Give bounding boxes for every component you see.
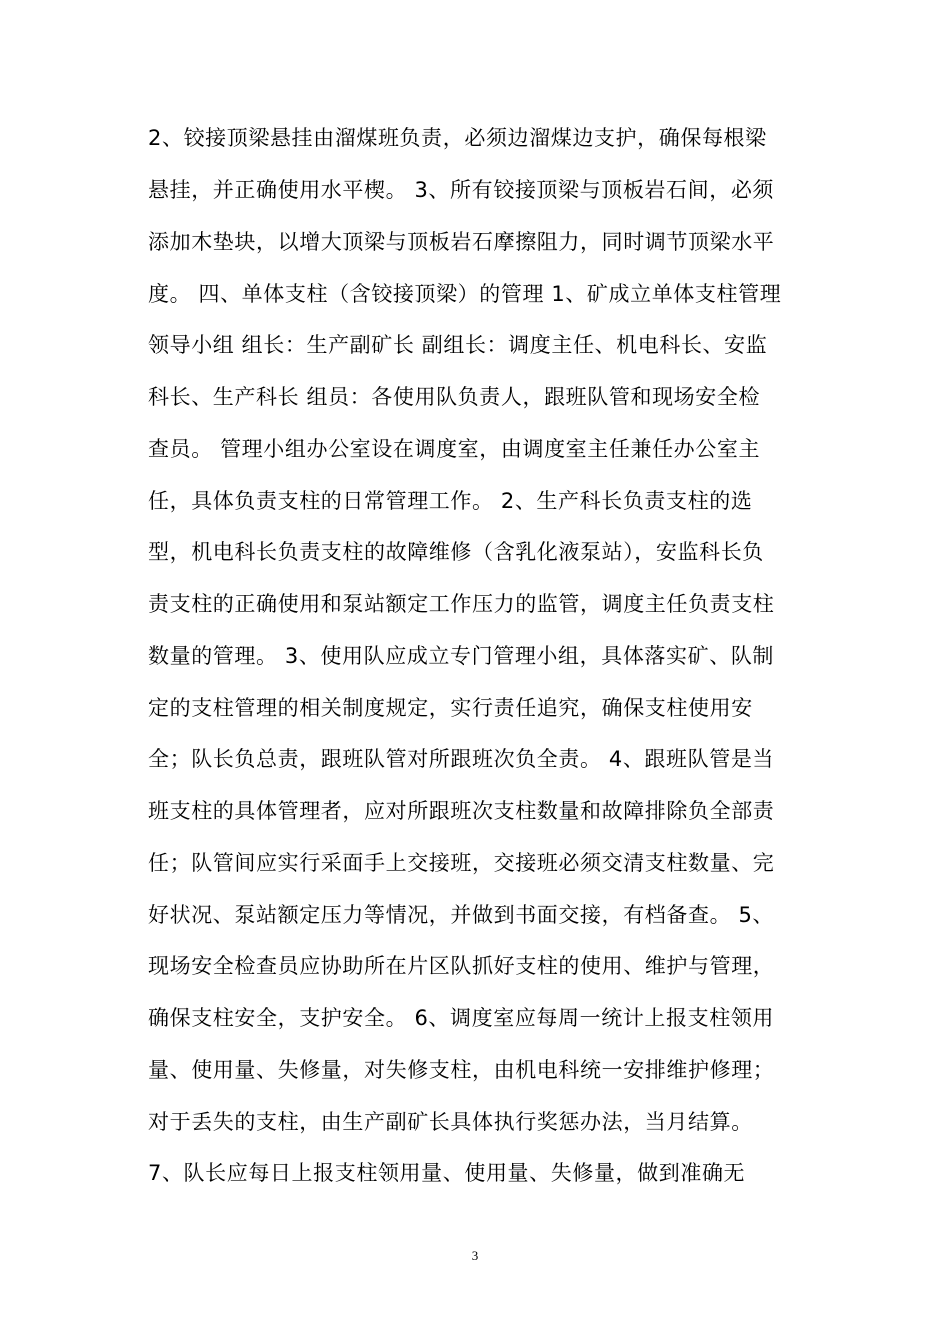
text-line: 责支柱的正确使用和泵站额定工作压力的监管，调度主任负责支柱 (148, 592, 775, 616)
text-line: 领导小组 组长：生产副矿长 副组长：调度主任、机电科长、安监 (148, 333, 768, 357)
text-line: 查员。 管理小组办公室设在调度室，由调度室主任兼任办公室主 (148, 437, 761, 461)
text-line: 任，具体负责支柱的日常管理工作。 2、生产科长负责支柱的选 (148, 489, 753, 513)
text-line: 量、使用量、失修量，对失修支柱，由机电科统一安排维护修理； (148, 1058, 775, 1082)
text-line: 添加木垫块，以增大顶梁与顶板岩石摩擦阻力，同时调节顶梁水平 (148, 230, 775, 254)
text-line: 型，机电科长负责支柱的故障维修（含乳化液泵站），安监科长负 (148, 540, 764, 564)
text-line: 悬挂，并正确使用水平楔。 3、所有铰接顶梁与顶板岩石间，必须 (148, 178, 775, 202)
text-line: 确保支柱安全，支护安全。 6、调度室应每周一统计上报支柱领用 (148, 1006, 775, 1030)
text-line: 现场安全检查员应协助所在片区队抓好支柱的使用、维护与管理， (148, 954, 775, 978)
text-line: 7、队长应每日上报支柱领用量、使用量、失修量，做到准确无 (148, 1161, 746, 1185)
text-line: 度。 四、单体支柱（含铰接顶梁）的管理 1、矿成立单体支柱管理 (148, 282, 782, 306)
text-line: 班支柱的具体管理者，应对所跟班次支柱数量和故障排除负全部责 (148, 799, 775, 823)
text-line: 数量的管理。 3、使用队应成立专门管理小组，具体落实矿、队制 (148, 644, 775, 668)
text-line: 好状况、泵站额定压力等情况，并做到书面交接，有档备查。 5、 (148, 903, 775, 927)
text-line: 对于丢失的支柱，由生产副矿长具体执行奖惩办法，当月结算。 (148, 1110, 753, 1134)
text-line: 全；队长负总责，跟班队管对所跟班次负全责。 4、跟班队管是当 (148, 747, 775, 771)
text-line: 2、铰接顶梁悬挂由溜煤班负责，必须边溜煤边支护，确保每根梁 (148, 126, 767, 150)
page-number: 3 (471, 1248, 479, 1263)
text-line: 定的支柱管理的相关制度规定，实行责任追究，确保支柱使用安 (148, 696, 753, 720)
text-line: 科长、生产科长 组员：各使用队负责人，跟班队管和现场安全检 (148, 385, 761, 409)
text-line: 任；队管间应实行采面手上交接班，交接班必须交清支柱数量、完 (148, 851, 775, 875)
